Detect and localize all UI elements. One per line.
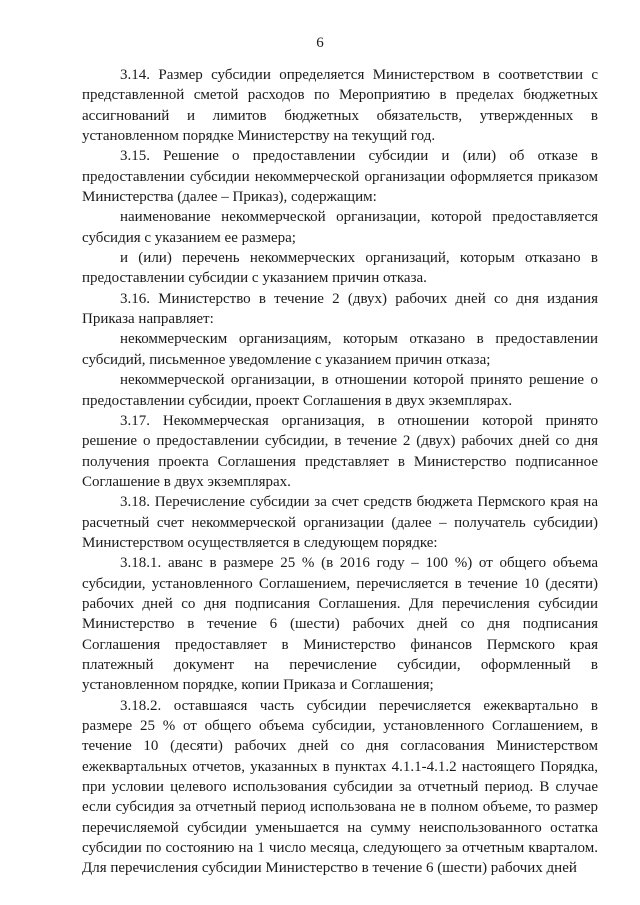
document-body [82,65,598,879]
paragraph-3-15: 3.15. Решение о предоставлении субсидии и (или) об отказе в предоставлении субсидии некоммерческой организации оформляется приказом Министерства (далее – Приказ), содержащим: [82,148,598,206]
paragraph-3-18-1: 3.18.1. аванс в размере 25 % (в 2016 году – 100 %) от общего объема субсидии, установленного Соглашением, перечисляется в течение 10 (десяти) рабочих дней со дня подписания Соглашения. Для перечисления субсидии Министерство в течение 6 (шести) рабочих дней со дня подписания Соглашения предоставляет в Министерство финансов Пермского края платежный документ на перечисление субсидии, оформленный в установленном порядке, копии Приказа и Соглашения; [82,555,598,694]
page-number: 6 [316,35,324,51]
paragraph-3-16: 3.16. Министерство в течение 2 (двух) рабочих дней со дня издания Приказа направляет: [82,290,598,328]
paragraph-3-16-item-2: некоммерческой организации, в отношении которой принято решение о предоставлении субсидии, проект Соглашения в двух экземплярах. [82,372,598,409]
paragraph-3-16-item-1: некоммерческим организациям, которым отказано в предоставлении субсидий, письменное уведомление с указанием причин отказа; [82,331,598,368]
paragraph-3-18-2: 3.18.2. оставшаяся часть субсидии перечисляется ежеквартально в размере 25 % от общего объема субсидии, установленного Соглашением, в течение 10 (десяти) рабочих дней со дня согласования Министерством ежеквартальных отчетов, указанных в пунктах 4.1.1-4.1.2 настоящего Порядка, при условии целевого использования субсидии за отчетный период. В случае если субсидия за отчетный период использована не в полном объеме, то размер перечисляемой субсидии уменьшается на сумму неиспользованного остатка субсидии по состоянию на 1 число месяца, следующего за отчетным кварталом. Для перечисления субсидии Министерство в течение 6 (шести) рабочих дней [82,697,598,877]
paragraph-3-18: 3.18. Перечисление субсидии за счет средств бюджета Пермского края на расчетный счет некоммерческой организации (далее – получатель субсидии) Министерством осуществляется в следующем порядке: [82,494,598,551]
paragraph-3-15-item-2: и (или) перечень некоммерческих организаций, которым отказано в предоставлении субсидии с указанием причин отказа. [82,250,598,287]
paragraph-3-14: 3.14. Размер субсидии определяется Министерством в соответствии с представленной сметой расходов по Мероприятию в пределах бюджетных ассигнований и лимитов бюджетных обязательств, утвержденных в установленном порядке Министерству на текущий год. [82,67,598,145]
paragraph-3-17: 3.17. Некоммерческая организация, в отношении которой принято решение о предоставлении субсидии, в течение 2 (двух) рабочих дней со дня получения проекта Соглашения представляет в Министерство подписанное Соглашение в двух экземплярах. [82,412,598,490]
paragraph-3-15-item-1: наименование некоммерческой организации, которой предоставляется субсидия с указанием ее размера; [82,209,598,246]
